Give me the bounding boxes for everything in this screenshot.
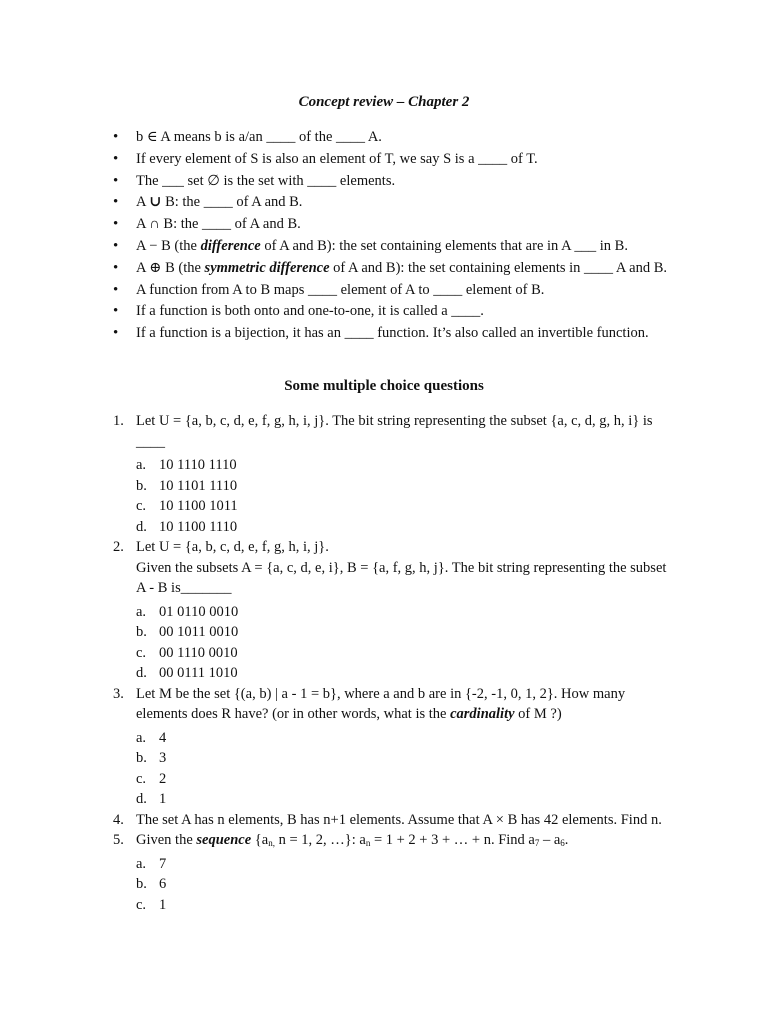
question-text: Let U = {a, b, c, d, e, f, g, h, i, j}. [136, 539, 329, 555]
option-letter: c. [136, 644, 147, 661]
option-letter: d. [136, 518, 147, 535]
answer-options [136, 455, 673, 537]
option-text: 7 [159, 855, 167, 872]
option-letter: a. [136, 855, 147, 872]
option-letter: c. [136, 770, 147, 787]
option-text: 1 [159, 791, 167, 807]
option-text: 6 [159, 876, 167, 892]
bullet-item: • The ___ set ∅ is the set with ____ elements. [113, 171, 673, 193]
answer-option [136, 643, 673, 664]
answer-options [136, 854, 673, 916]
question-number: 5. [113, 832, 124, 848]
option-letter: b. [136, 750, 147, 766]
option-letter: b. [136, 624, 147, 640]
bullet-item: • b ∈ A means b is a/an ____ of the ____ A. [113, 127, 673, 149]
multiple-choice-list [113, 411, 673, 915]
option-text: 10 1101 1110 [159, 477, 238, 494]
option-text: 01 0110 0010 [159, 603, 239, 620]
question-item [113, 411, 673, 537]
question-item [113, 684, 673, 810]
question-item [113, 830, 673, 915]
answer-option [136, 874, 673, 895]
bullet-item: • A ⊕ B (the symmetric difference of A and B): the set containing elements in ____ A and B. [113, 258, 673, 280]
answer-option [136, 728, 673, 749]
answer-option [136, 769, 673, 790]
option-text: 10 1100 1011 [159, 498, 238, 514]
option-text: 10 1110 1110 [159, 457, 237, 473]
bullet-item: • If a function is a bijection, it has an ____ function. It’s also called an invertible function. [113, 323, 673, 345]
answer-option [136, 895, 673, 916]
answer-options [136, 728, 673, 810]
option-letter: b. [136, 876, 147, 892]
question-text: The set A has n elements, B has n+1 elements. Assume that A × B has 42 elements. Find n. [136, 811, 662, 828]
answer-option [136, 476, 673, 497]
bullet-item: • A ∪ B: the ____ of A and B. [113, 192, 673, 214]
section-title: Some multiple choice questions [284, 378, 484, 394]
answer-option [136, 854, 673, 875]
answer-option [136, 517, 673, 538]
option-letter: a. [136, 603, 147, 620]
option-text: 2 [159, 770, 167, 787]
option-text: 00 1011 0010 [159, 624, 239, 640]
option-letter: c. [136, 896, 147, 913]
answer-option [136, 602, 673, 623]
answer-option [136, 455, 673, 476]
question-number: 3. [113, 685, 124, 702]
option-text: 00 0111 1010 [159, 665, 238, 681]
answer-options [136, 602, 673, 684]
question-number: 2. [113, 539, 124, 555]
option-letter: d. [136, 791, 147, 807]
question-text: Given the sequence {$a_{n,}$ n = 1, 2, …}: $a_n = 1 + 2 + 3$ + … + n. Find $a_7 - a_6$. [136, 832, 569, 848]
answer-option [136, 748, 673, 769]
option-letter: b. [136, 477, 147, 494]
option-text: 4 [159, 729, 167, 746]
answer-option [136, 789, 673, 810]
question-number: 1. [113, 413, 124, 429]
option-letter: a. [136, 729, 147, 746]
option-text: 1 [159, 896, 167, 913]
bullet-item: • A function from A to B maps ____ element of A to ____ element of B. [113, 280, 673, 302]
answer-option [136, 496, 673, 517]
option-text: 10 1100 1110 [159, 518, 238, 535]
bullet-item: • If a function is both onto and one-to-one, it is called a ____. [113, 301, 673, 323]
question-number: 4. [113, 811, 124, 828]
answer-option [136, 663, 673, 684]
concept-review-list [113, 127, 673, 345]
question-text: Let U = {a, b, c, d, e, f, g, h, i, j}. The bit string representing the subset {a, c, d, g, h, i} is ____ [136, 413, 653, 450]
bullet-item: • A − B (the difference of A and B): the set containing elements that are in A ___ in B. [113, 236, 673, 258]
option-text: 3 [159, 750, 167, 766]
answer-option [136, 622, 673, 643]
question-text: Let M be the set {(a, b) | a - 1 = b}, where a and b are in {-2, -1, 0, 1, 2}. How many elements does R have? (or in other words, what is the cardinality of M ?) [136, 685, 626, 722]
option-text: 00 1110 0010 [159, 644, 238, 661]
question-item [113, 537, 673, 684]
option-letter: c. [136, 498, 147, 514]
document-title: Concept review – Chapter 2 [298, 94, 470, 110]
option-letter: a. [136, 457, 147, 473]
question-item [113, 810, 673, 831]
bullet-item: • A ∩ B: the ____ of A and B. [113, 214, 673, 236]
bullet-item: • If every element of S is also an element of T, we say S is a ____ of T. [113, 149, 673, 171]
option-letter: d. [136, 665, 147, 681]
question-text-continued: Given the subsets A = {a, c, d, e, i}, B = {a, f, g, h, j}. The bit string representing the subset A - B is_______ [136, 559, 667, 596]
